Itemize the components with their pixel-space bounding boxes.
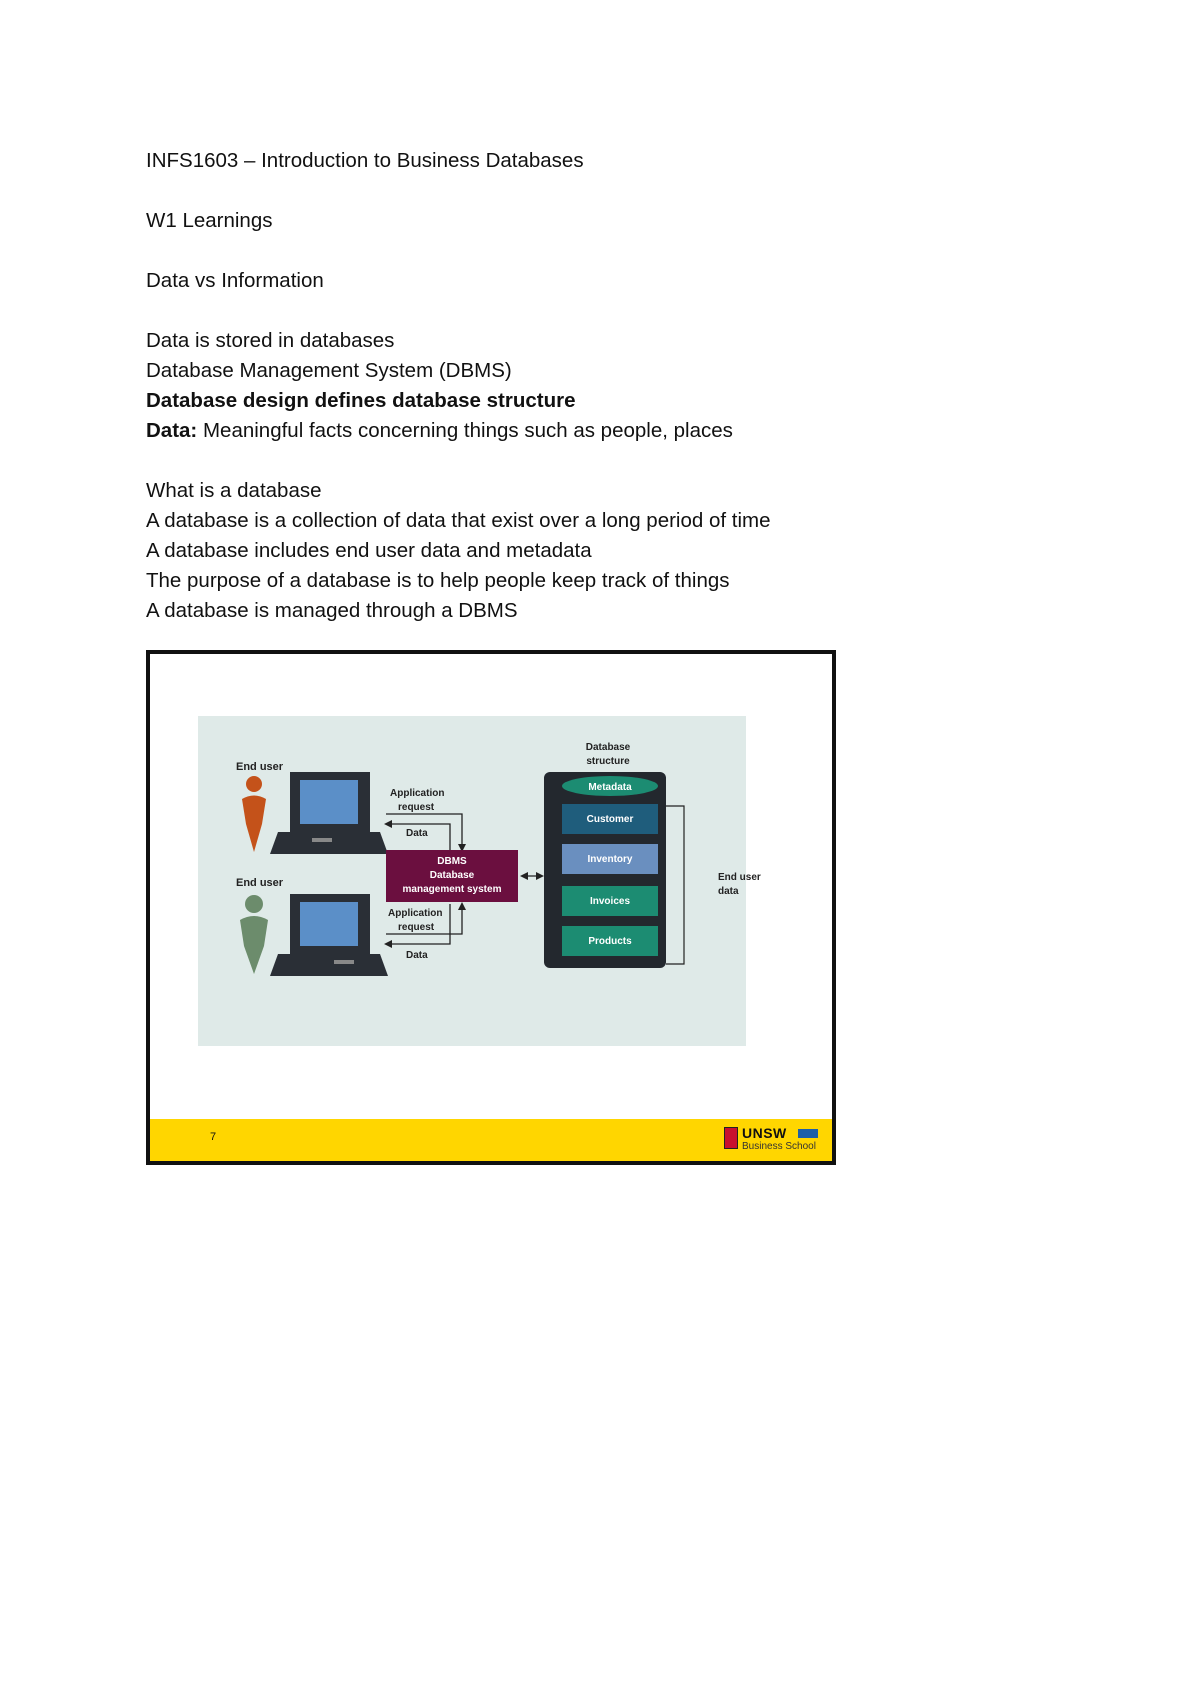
invoices-label: Invoices <box>589 896 631 907</box>
dbms-label-3: management system <box>402 884 502 895</box>
doc-line-bold: Database design defines database structure <box>146 389 576 412</box>
doc-data-definition <box>146 416 1046 446</box>
crest-icon <box>724 1127 738 1149</box>
doc-section-heading: Data vs Information <box>146 269 324 292</box>
doc-line: A database includes end user data and metadata <box>146 539 592 562</box>
dbms-diagram <box>150 654 832 1119</box>
app-request-label-3: Application <box>388 908 443 919</box>
db-structure-label-1: Database <box>585 742 631 753</box>
dbms-label-2: Database <box>429 870 475 881</box>
logo-tag-icon <box>798 1129 818 1138</box>
customer-label: Customer <box>586 814 634 825</box>
doc-line: The purpose of a database is to help people keep track of things <box>146 569 730 592</box>
end-user-data-label-2: data <box>718 886 739 897</box>
document-body <box>146 146 1046 626</box>
slide-page-number: 7 <box>210 1131 217 1143</box>
data-term: Data: <box>146 419 198 442</box>
end-user-bottom-label: End user <box>236 877 284 889</box>
end-user-top-label: End user <box>236 761 284 773</box>
unsw-logo <box>722 1125 818 1155</box>
logo-subtext: Business School <box>742 1141 816 1152</box>
products-label: Products <box>588 936 632 947</box>
end-user-data-label-1: End user <box>718 872 761 883</box>
dbms-label: DBMS <box>437 856 467 867</box>
data-label-top: Data <box>406 828 428 839</box>
doc-line: A database is a collection of data that exist over a long period of time <box>146 509 771 532</box>
doc-subheading: What is a database <box>146 479 322 502</box>
doc-line: Data is stored in databases <box>146 329 395 352</box>
data-label-bottom: Data <box>406 950 428 961</box>
doc-line: Database Management System (DBMS) <box>146 359 512 382</box>
slide-image <box>146 650 836 1165</box>
doc-week-heading: W1 Learnings <box>146 209 273 232</box>
logo-text: UNSW <box>742 1125 787 1141</box>
app-request-label-1: Application <box>390 788 445 799</box>
inventory-label: Inventory <box>587 854 633 865</box>
data-definition: Meaningful facts concerning things such as people, places <box>202 419 733 442</box>
db-structure-label-2: structure <box>586 756 630 767</box>
metadata-label: Metadata <box>588 782 632 793</box>
doc-line: A database is managed through a DBMS <box>146 599 518 622</box>
doc-title: INFS1603 – Introduction to Business Databases <box>146 149 584 172</box>
slide-footer <box>150 1119 832 1161</box>
app-request-label-2: request <box>398 802 435 813</box>
app-request-label-4: request <box>398 922 435 933</box>
